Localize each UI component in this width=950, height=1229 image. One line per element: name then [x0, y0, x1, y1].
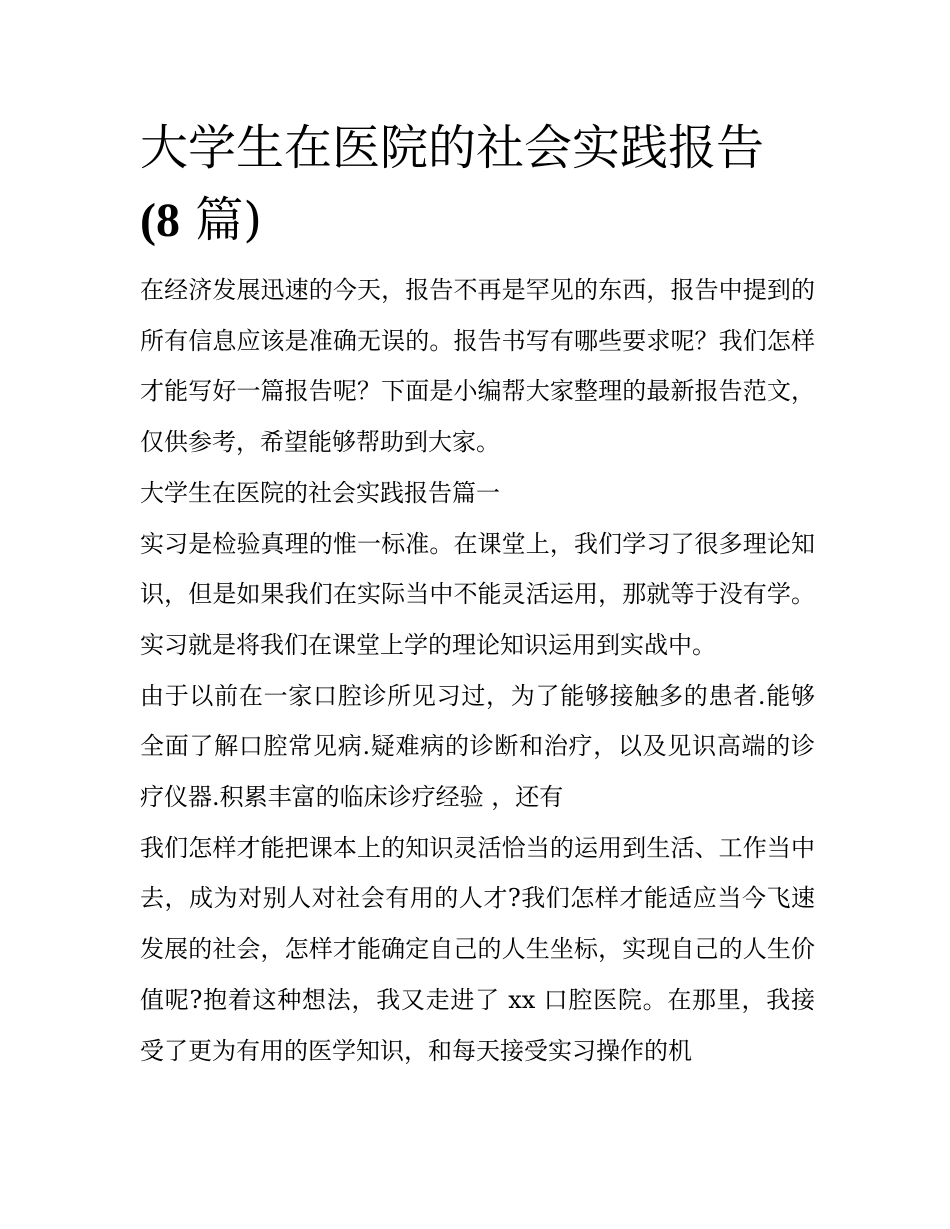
intro-paragraph: 在经济发展迅速的今天，报告不再是罕见的东西，报告中提到的所有信息应该是准确无误的。报告书写有哪些要求呢？我们怎样才能写好一篇报告呢？下面是小编帮大家整理的最新报告范文，仅供参考，希望能够帮助到大家。 [140, 276, 815, 457]
title-number: 8 [155, 194, 180, 247]
body-paragraph-3: 我们怎样才能把课本上的知识灵活恰当的运用到生活、工作当中去，成为对别人对社会有用的人才?我们怎样才能适应当今飞速发展的社会，怎样才能确定自己的人生坐标，实现自己的人生价值呢?抱着这种想法，我又走进了 xx 口腔医院。在那里，我接受了更为有用的医学知识，和每天接受实习操作的机 [140, 833, 815, 1065]
body-paragraph-1: 实习是检验真理的惟一标准。在课堂上，我们学习了很多理论知识，但是如果我们在实际当中不能灵活运用，那就等于没有学。实习就是将我们在课堂上学的理论知识运用到实战中。 [140, 529, 815, 659]
page-title [140, 112, 815, 257]
body-text [140, 265, 815, 1076]
section-heading: 大学生在医院的社会实践报告篇一 [140, 478, 500, 507]
title-rest: 篇) [179, 192, 262, 248]
title-open-paren: ( [140, 194, 156, 247]
document-content [140, 112, 815, 1076]
body-paragraph-2: 由于以前在一家口腔诊所见习过，为了能够接触多的患者.能够全面了解口腔常见病.疑难病的诊断和治疗，以及见识高端的诊疗仪器.积累丰富的临床诊疗经验 ，还有 [140, 681, 815, 812]
title-line-1: 大学生在医院的社会实践报告 [140, 120, 765, 176]
